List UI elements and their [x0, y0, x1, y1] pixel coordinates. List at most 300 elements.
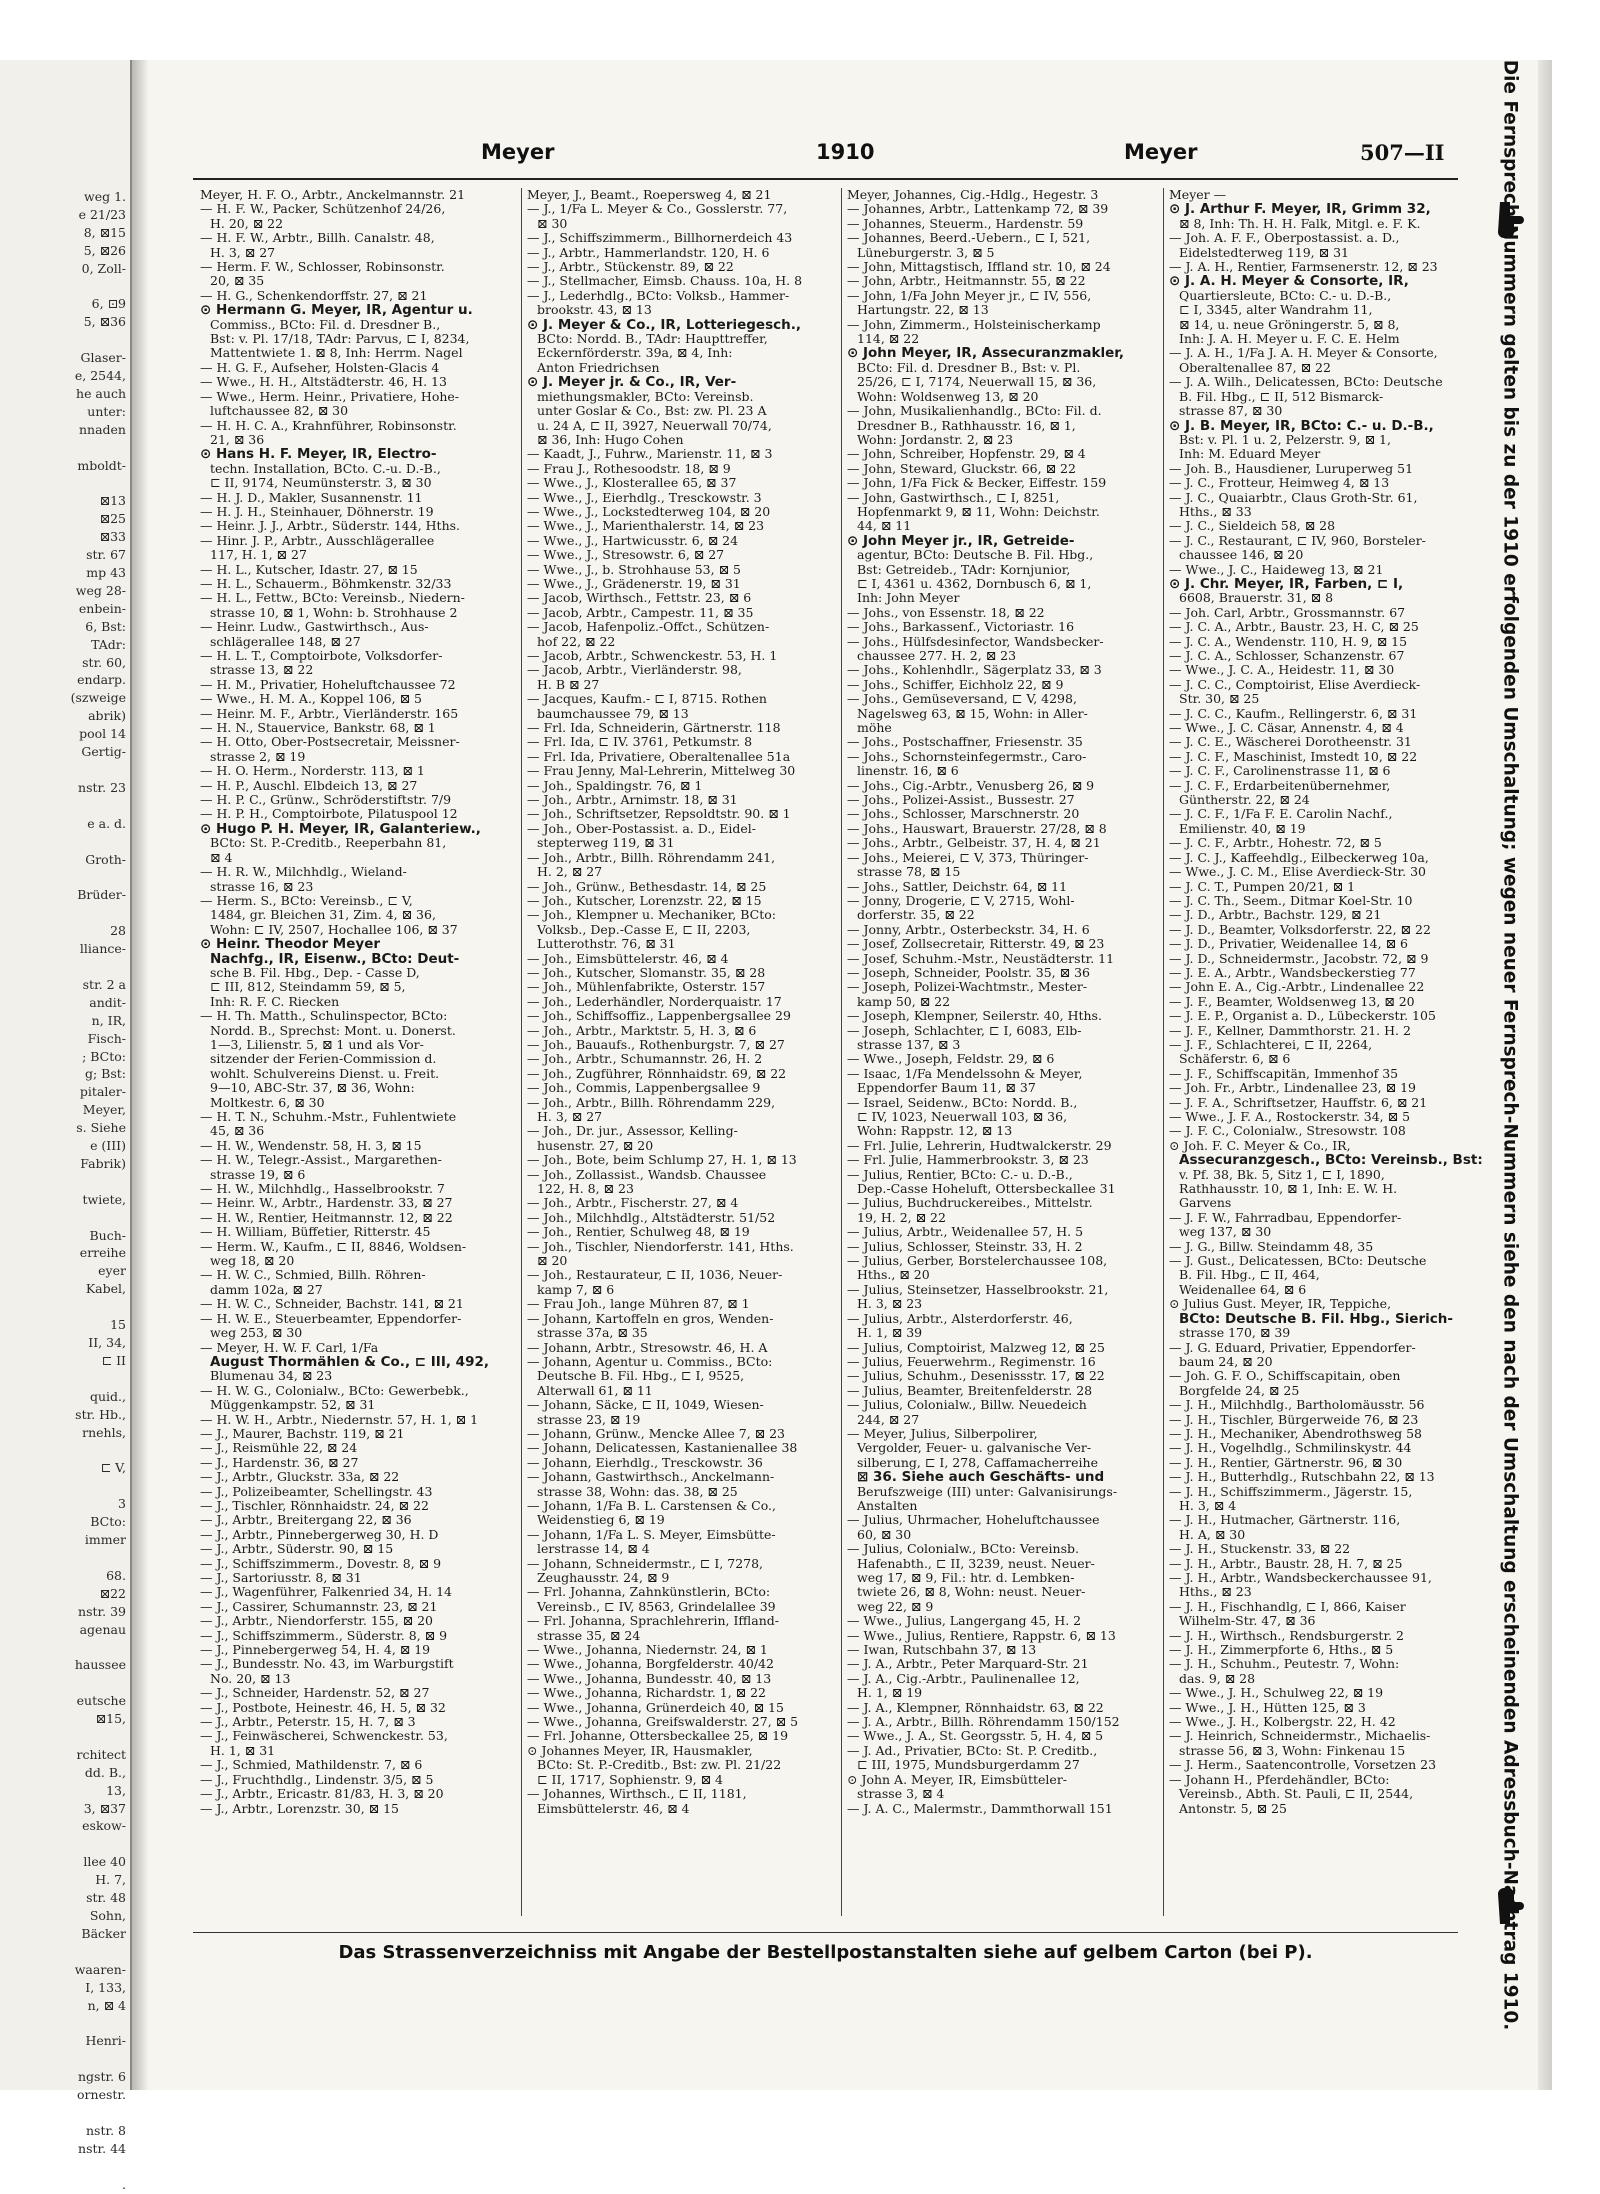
facing-page-fragment-line: Groth-	[85, 851, 126, 867]
directory-entry: — Frl. Johanna, Sprachlehrerin, Iffland-	[527, 1613, 779, 1629]
directory-entry: 6608, Brauerstr. 31, ⊠ 8	[1179, 590, 1334, 606]
directory-entry: — J. G. Eduard, Privatier, Eppendorfer-	[1169, 1339, 1416, 1355]
directory-entry: husenstr. 27, ⊠ 20	[537, 1137, 654, 1153]
directory-entry: — J., 1/Fa L. Meyer & Co., Gosslerstr. 77,	[527, 201, 788, 217]
directory-entry: — J. F. W., Fahrradbau, Eppendorfer-	[1169, 1209, 1402, 1225]
directory-entry: strasse 10, ⊠ 1, Wohn: b. Strohhause 2	[210, 604, 458, 620]
directory-entry: — Joseph, Polizei-Wachtmstr., Mester-	[847, 979, 1088, 995]
directory-entry: — J., Arbtr., Pinnebergerweg 30, H. D	[200, 1526, 439, 1542]
directory-entry: — Wwe., J. F. A., Rostockerstr. 34, ⊠ 5	[1169, 1109, 1411, 1124]
directory-entry: ⊠ 20	[537, 1253, 568, 1269]
directory-entry: Eckernförderstr. 39a, ⊠ 4, Inh:	[537, 345, 733, 361]
directory-entry: — Jacob, Arbtr., Vierländerstr. 98,	[527, 662, 742, 678]
facing-page-fragment-line: 0, Zoll-	[81, 260, 126, 276]
facing-page-fragment-line	[0, 2014, 130, 2032]
directory-entry: — H. J. D., Makler, Susannenstr. 11	[200, 489, 423, 505]
facing-page-fragment-line	[0, 797, 130, 815]
directory-entry: Wohn: Jordanstr. 2, ⊠ 23	[857, 431, 1014, 447]
directory-entry: — H. W., Telegr.-Assist., Margarethen-	[200, 1152, 442, 1168]
header-year: 1910	[816, 140, 875, 164]
directory-entry: — Johann, Grünw., Mencke Allee 7, ⊠ 23	[527, 1425, 785, 1441]
directory-entry: — Julius, Arbtr., Weidenallee 57, H. 5	[847, 1224, 1084, 1240]
directory-entry: Bst: Getreideb., TAdr: Kornjunior,	[857, 561, 1071, 577]
directory-entry: weg 22, ⊠ 9	[857, 1598, 934, 1614]
directory-entry: ⊠ 30	[537, 215, 568, 231]
directory-entry: — J., Arbtr., Peterstr. 15, H. 7, ⊠ 3	[200, 1714, 416, 1730]
facing-page-fragment-line: Bäcker	[81, 1925, 126, 1941]
directory-entry: — Julius, Arbtr., Alsterdorferstr. 46,	[847, 1310, 1073, 1326]
directory-entry: Inh: M. Eduard Meyer	[1179, 446, 1321, 462]
directory-entry: luftchaussee 82, ⊠ 30	[210, 403, 349, 419]
directory-entry: Meyer —	[1169, 187, 1227, 202]
directory-entry: — Frl. Julie, Lehrerin, Hudtwalckerstr. 29	[847, 1137, 1112, 1153]
directory-entry: — John, Musikalienhandlg., BCto: Fil. d.	[847, 403, 1102, 419]
directory-entry: — Wwe., J., Lockstedterweg 104, ⊠ 20	[527, 503, 771, 519]
directory-entry: — Joh., Eimsbüttelerstr. 46, ⊠ 4	[527, 950, 729, 966]
facing-page-fragment-line: str. 67	[86, 547, 126, 563]
directory-entry: ⊠ 36. Siehe auch Geschäfts- und	[857, 1469, 1105, 1486]
facing-page-fragment-line: 3	[118, 1496, 126, 1512]
directory-entry: H. A, ⊠ 30	[1179, 1526, 1246, 1542]
facing-page-fragment-line: Meyer,	[82, 1102, 126, 1118]
directory-entry: ⊏ III, 1975, Mundsburgerdamm 27	[857, 1757, 1080, 1773]
directory-entry: ⊙ John A. Meyer, IR, Eimsbütteler-	[847, 1771, 1068, 1787]
directory-entry: — J. C. F., Maschinist, Imstedt 10, ⊠ 22	[1169, 748, 1418, 764]
directory-entry: strasse 78, ⊠ 15	[857, 864, 961, 880]
directory-entry: — John, 1/Fa John Meyer jr., ⊏ IV, 556,	[847, 287, 1092, 303]
facing-page-fragment-line: abrik)	[88, 708, 126, 724]
directory-entry: — H. N., Stauervice, Bankstr. 68, ⊠ 1	[200, 720, 436, 736]
directory-entry: — Joh., Schriftsetzer, Repsoldtstr. 90. ⊠ 1	[527, 806, 791, 822]
directory-entry: — Wwe., Johanna, Richardstr. 1, ⊠ 22	[527, 1685, 767, 1701]
directory-entry: strasse 56, ⊠ 3, Wohn: Finkenau 15	[1179, 1742, 1406, 1758]
directory-entry: wohlt. Schulvereins Dienst. u. Freit.	[210, 1065, 440, 1081]
directory-entry: — J. Gust., Delicatessen, BCto: Deutsche	[1169, 1253, 1427, 1269]
facing-page-fragment-line	[0, 1370, 130, 1388]
directory-entry: — Joh., Kutscher, Lorenzstr. 22, ⊠ 15	[527, 892, 762, 908]
directory-entry: — Joh., Zollassist., Wandsb. Chaussee	[527, 1166, 767, 1182]
directory-entry: Meyer, H. F. O., Arbtr., Anckelmannstr. 21	[200, 187, 466, 202]
directory-entry: Rathhausstr. 10, ⊠ 1, Inh: E. W. H.	[1179, 1181, 1398, 1197]
directory-entry: ⊙ J. B. Meyer, IR, BCto: C.- u. D.-B.,	[1169, 417, 1434, 434]
directory-entry: — J., Schiffszimmerm., Süderstr. 8, ⊠ 9	[200, 1627, 448, 1643]
facing-page-fragment-line: rnehls,	[82, 1424, 126, 1440]
directory-entry: — Johs., Hülfsdesinfector, Wandsbecker-	[847, 633, 1104, 649]
directory-entry: Wilhelm-Str. 47, ⊠ 36	[1179, 1613, 1316, 1629]
directory-entry: chaussee 277. H. 2, ⊠ 23	[857, 648, 1017, 663]
directory-entry: — Wwe., J. H., Kolbergstr. 22, H. 42	[1169, 1714, 1396, 1730]
directory-entry: — Wwe., H. M. A., Koppel 106, ⊠ 5	[200, 691, 422, 707]
facing-page-fragment-line: Henri-	[85, 2033, 126, 2049]
directory-entry: H. 3, ⊠ 23	[857, 1296, 923, 1312]
directory-entry: stepterweg 119, ⊠ 31	[537, 835, 675, 851]
directory-entry: schlägerallee 148, ⊠ 27	[210, 633, 361, 649]
directory-entry: Hafenabth., ⊏ II, 3239, neust. Neuer-	[857, 1555, 1095, 1571]
directory-entry: — Julius, Feuerwehrm., Regimenstr. 16	[847, 1353, 1096, 1369]
directory-entry: — Wwe., H. H., Altstädterstr. 46, H. 13	[200, 374, 447, 390]
directory-entry: — Julius, Steinsetzer, Hasselbrookstr. 21,	[847, 1281, 1109, 1297]
directory-entry: — J., Arbtr., Gluckstr. 33a, ⊠ 22	[200, 1469, 400, 1485]
directory-entry: — Herm. S., BCto: Vereinsb., ⊏ V,	[200, 892, 413, 908]
directory-entry: — J. A. Wilh., Delicatessen, BCto: Deutsche	[1169, 374, 1443, 390]
facing-page-fragment-line: Fabrik)	[80, 1155, 126, 1171]
directory-entry: kamp 50, ⊠ 22	[857, 993, 951, 1009]
directory-entry: — Frau Joh., lange Mühren 87, ⊠ 1	[527, 1296, 750, 1312]
directory-entry: damm 102a, ⊠ 27	[210, 1281, 323, 1297]
directory-entry: — Joh., Arbtr., Billh. Röhrendamm 241,	[527, 849, 776, 865]
directory-entry: silberung, ⊏ I, 278, Caffamacherreihe	[857, 1454, 1098, 1470]
directory-entry: B. Fil. Hbg., ⊏ II, 464,	[1179, 1267, 1320, 1283]
directory-entry: — Joh., Rentier, Schulweg 48, ⊠ 19	[527, 1224, 750, 1240]
directory-entry: — H. H. C. A., Krahnführer, Robinsonstr.	[200, 417, 457, 433]
directory-entry: — Joh., Restaurateur, ⊏ II, 1036, Neuer-	[527, 1267, 783, 1283]
directory-entry: 19, H. 2, ⊠ 22	[857, 1209, 946, 1225]
directory-entry: — H. W., Milchhdlg., Hasselbrookstr. 7	[200, 1181, 445, 1197]
directory-entry: — Joh., Spaldingstr. 76, ⊠ 1	[527, 777, 703, 793]
directory-entry: Schäferstr. 6, ⊠ 6	[1179, 1051, 1291, 1067]
directory-entry: — J. H., Schiffszimmerm., Jägerstr. 15,	[1169, 1483, 1413, 1499]
facing-page-fragment-line: e a. d.	[87, 815, 126, 831]
directory-entry: Commiss., BCto: Fil. d. Dresdner B.,	[210, 316, 441, 332]
directory-entry: das. 9, ⊠ 28	[1179, 1670, 1256, 1686]
directory-entry: H. 3, ⊠ 4	[1179, 1497, 1237, 1513]
side-banner-text: Die Fernsprech-Nummern gelten bis zu der 1910 erfolgenden Umschaltung; wegen neuer Fernsprech-Nummern siehe den nach der Umschaltung erscheinenden Adressbuch-Nachtrag 1910.	[1499, 59, 1521, 2031]
directory-entry: — Wwe., Joseph, Feldstr. 29, ⊠ 6	[847, 1051, 1055, 1067]
directory-entry: — Heinr. M. F., Arbtr., Vierländerstr. 165	[200, 705, 459, 721]
directory-entry: — Johs., Kohlenhdlr., Sägerplatz 33, ⊠ 3	[847, 662, 1102, 678]
directory-entry: Dresdner B., Rathhausstr. 16, ⊠ 1,	[857, 417, 1076, 433]
facing-page-fragment-line: unter:	[87, 403, 126, 419]
directory-entry: — Joh. G. F. O., Schiffscapitain, oben	[1169, 1368, 1401, 1384]
directory-entry: — John, Arbtr., Heitmannstr. 55, ⊠ 22	[847, 273, 1086, 289]
facing-page-fragment-line: 6, Bst:	[85, 618, 126, 634]
facing-page-fragment-line: s. Siehe	[76, 1120, 126, 1136]
directory-entry: H. 20, ⊠ 22	[210, 215, 284, 231]
directory-entry: — J., Arbtr., Niendorferstr. 155, ⊠ 20	[200, 1613, 434, 1629]
facing-page-fragment-line: pitaler-	[79, 1084, 126, 1100]
facing-page-fragment-line: e 21/23	[78, 206, 126, 222]
directory-entry: — Wwe., Johanna, Grünerdeich 40, ⊠ 15	[527, 1699, 784, 1715]
directory-entry: — Joh. B., Hausdiener, Luruperweg 51	[1169, 460, 1414, 476]
directory-entry: Anstalten	[857, 1497, 918, 1513]
directory-entry: Emilienstr. 40, ⊠ 19	[1179, 820, 1306, 836]
directory-entry: — Frl. Ida, Schneiderin, Gärtnerstr. 118	[527, 720, 781, 736]
directory-entry: — J. C. F., 1/Fa F. E. Carolin Nachf.,	[1169, 806, 1393, 822]
directory-entry: BCto: Fil. d. Dresdner B., Bst: v. Pl.	[857, 359, 1081, 375]
directory-entry: weg 17, ⊠ 9, Fil.: htr. d. Lembken-	[857, 1570, 1075, 1585]
directory-entry: — Joh., Bote, beim Schlump 27, H. 1, ⊠ 13	[527, 1152, 797, 1168]
directory-entry: ⊏ II, 9174, Neumünsterstr. 3, ⊠ 30	[210, 475, 432, 491]
directory-entry: — J., Reismühle 22, ⊠ 24	[200, 1440, 358, 1456]
directory-entry: — Johann, Schneidermstr., ⊏ I, 7278,	[527, 1555, 764, 1571]
directory-entry: ⊠ 36, Inh: Hugo Cohen	[537, 431, 684, 447]
facing-page-fragment-line: .	[122, 2176, 126, 2192]
directory-entry: — Iwan, Rutschbahn 37, ⊠ 13	[847, 1642, 1037, 1658]
directory-entry: — Jacob, Hafenpoliz.-Offct., Schützen-	[527, 619, 770, 635]
directory-entry: — J. C. J., Kaffeehdlg., Eilbeckerweg 10a,	[1169, 849, 1429, 865]
facing-page-fragment-line	[0, 2050, 130, 2068]
directory-entry: lerstrasse 14, ⊠ 4	[537, 1541, 650, 1557]
directory-entry: — Frl. Johanna, Zahnkünstlerin, BCto:	[527, 1584, 771, 1600]
directory-entry: — J. H., Rentier, Gärtnerstr. 96, ⊠ 30	[1169, 1454, 1403, 1470]
facing-page-fragment-line: e, 2544,	[74, 368, 126, 384]
directory-entry: H. 1, ⊠ 31	[210, 1742, 276, 1758]
facing-page-fragment-line: eutsche	[76, 1693, 126, 1709]
directory-entry: — J. F., Beamter, Woldsenweg 13, ⊠ 20	[1169, 993, 1415, 1009]
facing-page-fragment-line: 3, ⊠37	[83, 1800, 126, 1816]
directory-entry: 44, ⊠ 11	[857, 518, 912, 534]
facing-page-fragment-line: n, ⊠ 4	[87, 1997, 126, 2013]
directory-entry: — J., Polizeibeamter, Schellingstr. 43	[200, 1483, 433, 1499]
directory-entry: — Isaac, 1/Fa Mendelssohn & Meyer,	[847, 1065, 1083, 1081]
facing-page-fragment-line: eskow-	[82, 1818, 126, 1834]
directory-entry: — Josef, Schuhm.-Mstr., Neustädterstr. 11	[847, 950, 1115, 966]
directory-entry: strasse 3, ⊠ 4	[857, 1786, 945, 1802]
directory-entry: Wohn: Rappstr. 12, ⊠ 13	[857, 1123, 1013, 1139]
facing-page-fragment-line: 5, ⊠26	[83, 242, 126, 258]
directory-entry: möhe	[857, 720, 892, 736]
directory-entry: — J. D., Privatier, Weidenallee 14, ⊠ 6	[1169, 936, 1408, 952]
directory-entry: — H. F. W., Packer, Schützenhof 24/26,	[200, 201, 446, 217]
directory-entry: — J. C. T., Pumpen 20/21, ⊠ 1	[1169, 878, 1356, 894]
directory-entry: — Joseph, Klempner, Seilerstr. 40, Hths.	[847, 1008, 1102, 1024]
directory-entry: — Julius, Uhrmacher, Hoheluftchaussee	[847, 1512, 1100, 1528]
directory-entry: — Julius, Colonialw., Billw. Neuedeich	[847, 1397, 1087, 1413]
directory-entry: strasse 2, ⊠ 19	[210, 748, 306, 764]
directory-entry: Garvens	[1179, 1195, 1232, 1211]
directory-entry: — J., Fruchthdlg., Lindenstr. 3/5, ⊠ 5	[200, 1771, 434, 1787]
facing-page-fragment-line: str. 48	[86, 1890, 126, 1906]
facing-page-fragment-line: eyer	[98, 1263, 126, 1279]
facing-page-fragment-line: ⊠25	[99, 511, 126, 527]
directory-entry: — Jacob, Arbtr., Campestr. 11, ⊠ 35	[527, 604, 754, 620]
directory-entry: Berufszweige (III) unter: Galvanisirungs-	[857, 1483, 1118, 1499]
directory-entry: 45, ⊠ 36	[210, 1123, 265, 1139]
directory-entry: v. Pf. 38, Bk. 5, Sitz 1, ⊏ I, 1890,	[1179, 1166, 1385, 1182]
facing-page-fragment-line: ⊠22	[99, 1585, 126, 1601]
facing-page-fragment-line: he auch	[76, 385, 126, 401]
directory-entry: 25/26, ⊏ I, 7174, Neuerwall 15, ⊠ 36,	[857, 374, 1097, 390]
directory-entry: — Julius, Colonialw., BCto: Vereinsb.	[847, 1541, 1079, 1557]
directory-entry: — J. C., Sieldeich 58, ⊠ 28	[1169, 518, 1336, 534]
directory-entry: — J. F., Kellner, Dammthorstr. 21. H. 2	[1169, 1022, 1411, 1038]
directory-entry: — J. A. H., Rentier, Farmsenerstr. 12, ⊠ 23	[1169, 259, 1438, 275]
directory-entry: ⊙ J. Chr. Meyer, IR, Farben, ⊏ I,	[1169, 575, 1404, 592]
directory-entry: — Julius, Rentier, BCto: C.- u. D.-B.,	[847, 1166, 1073, 1182]
facing-page-fragment-line: nstr. 23	[78, 779, 126, 795]
directory-entry: — H. L., Schauerm., Böhmkenstr. 32/33	[200, 575, 452, 591]
directory-entry: — J. A., Arbtr., Peter Marquard-Str. 21	[847, 1656, 1089, 1672]
facing-page-text	[0, 60, 130, 2194]
directory-entry: — Joh., Lederhändler, Norderquaistr. 17	[527, 993, 782, 1009]
facing-page-fragment-line: Buch-	[89, 1227, 126, 1243]
directory-entry: — Joh., Arbtr., Fischerstr. 27, ⊠ 4	[527, 1195, 739, 1211]
directory-entry: Alterwall 61, ⊠ 11	[537, 1382, 653, 1398]
directory-entry: — Jonny, Drogerie, ⊏ V, 2715, Wohl-	[847, 892, 1075, 908]
directory-entry: — Wwe., Herm. Heinr., Privatiere, Hohe-	[200, 388, 460, 404]
directory-entry: — Wwe., J. H., Schulweg 22, ⊠ 19	[1169, 1685, 1384, 1701]
directory-entry: — Wwe., Julius, Rentiere, Rappstr. 6, ⊠ 13	[847, 1627, 1116, 1643]
directory-entry: — Heinr. W., Arbtr., Hardenstr. 33, ⊠ 27	[200, 1195, 453, 1211]
directory-entry: unter Goslar & Co., Bst: zw. Pl. 23 A	[537, 403, 767, 419]
page-edge	[1538, 60, 1552, 2090]
directory-entry: — Meyer, Julius, Silberpolirer,	[847, 1425, 1038, 1441]
directory-entry: H. 2, ⊠ 27	[537, 864, 603, 880]
directory-entry: — Joh., Schiffsoffiz., Lappenbergsallee 29	[527, 1008, 791, 1024]
directory-entry: — J. D., Schneidermstr., Jacobstr. 72, ⊠ 9	[1169, 950, 1429, 966]
directory-entry: Weidenstieg 6, ⊠ 19	[537, 1512, 665, 1528]
directory-entry: — Johs., von Essenstr. 18, ⊠ 22	[847, 604, 1045, 620]
directory-entry: — J. H., Vogelhdlg., Schmilinskystr. 44	[1169, 1440, 1412, 1456]
directory-entry: — J. A., Arbtr., Billh. Röhrendamm 150/152	[847, 1714, 1120, 1730]
directory-entry: kamp 7, ⊠ 6	[537, 1281, 615, 1297]
directory-entry: — H. W., Wendenstr. 58, H. 3, ⊠ 15	[200, 1137, 422, 1153]
facing-page-fragment-line: rchitect	[76, 1746, 126, 1762]
directory-entry: — Johs., Hauswart, Brauerstr. 27/28, ⊠ 8	[847, 820, 1107, 836]
directory-entry: — J. E. P., Organist a. D., Lübeckerstr. 105	[1169, 1008, 1436, 1024]
directory-entry: — Julius, Buchdruckereibes., Mittelstr.	[847, 1195, 1093, 1211]
directory-entry: twiete 26, ⊠ 8, Wohn: neust. Neuer-	[857, 1584, 1086, 1600]
directory-entry: — Johs., Gemüseversand, ⊏ V, 4298,	[847, 691, 1077, 707]
facing-page-fragment-line	[0, 1477, 130, 1495]
directory-entry: Meyer, Johannes, Cig.-Hdlg., Hegestr. 3	[847, 187, 1099, 202]
facing-page-fragment-line: TAdr:	[91, 636, 126, 652]
column-divider	[841, 188, 842, 1916]
directory-entry: ⊙ Joh. F. C. Meyer & Co., IR,	[1169, 1137, 1351, 1153]
facing-page-fragment-line: n, IR,	[91, 1012, 126, 1028]
directory-entry: — Wwe., Julius, Langergang 45, H. 2	[847, 1613, 1082, 1629]
directory-entry: ⊙ J. Meyer & Co., IR, Lotteriegesch.,	[527, 316, 801, 333]
facing-page-fragment-line: nstr. 39	[78, 1603, 126, 1619]
directory-entry: — J. H., Schuhm., Peutestr. 7, Wohn:	[1169, 1656, 1400, 1672]
directory-entry: baum 24, ⊠ 20	[1179, 1353, 1273, 1369]
facing-page-fragment-line: mp 43	[86, 565, 126, 581]
directory-entry: Assecuranzgesch., BCto: Vereinsb., Bst:	[1179, 1152, 1483, 1169]
directory-entry: — J. C. A., Schlosser, Schanzenstr. 67	[1169, 648, 1405, 663]
facing-page-fragment-line: BCto:	[90, 1514, 126, 1530]
facing-page-fragment-line: H. 7,	[95, 1872, 126, 1888]
directory-entry: — Jonny, Arbtr., Osterbeckstr. 34, H. 6	[847, 921, 1090, 937]
directory-entry: 122, H. 8, ⊠ 23	[537, 1181, 634, 1197]
column-divider	[521, 188, 522, 1916]
directory-entry: Vereinsb., Abth. St. Pauli, ⊏ II, 2544,	[1179, 1786, 1414, 1802]
facing-page-fragment-line: ; BCto:	[82, 1048, 126, 1064]
facing-page-fragment-line: Brüder-	[77, 887, 126, 903]
facing-page-fragment-line	[0, 958, 130, 976]
directory-entry: ⊙ J. Arthur F. Meyer, IR, Grimm 32,	[1169, 201, 1431, 218]
directory-entry: — Wwe., J., Stresowstr. 6, ⊠ 27	[527, 547, 725, 563]
directory-entry: — H. O. Herm., Norderstr. 113, ⊠ 1	[200, 763, 425, 779]
directory-entry: — Johs., Cig.-Arbtr., Venusberg 26, ⊠ 9	[847, 777, 1095, 793]
directory-entry: — Wwe., J., Marienthalerstr. 14, ⊠ 23	[527, 518, 765, 534]
facing-page-fragment-line: ⊏ V,	[100, 1460, 126, 1476]
directory-entry: — Johann, 1/Fa L. S. Meyer, Eimsbütte-	[527, 1526, 776, 1542]
directory-entry: — Johannes, Beerd.-Uebern., ⊏ I, 521,	[847, 230, 1091, 246]
directory-entry: — Johannes, Wirthsch., ⊏ II, 1181,	[527, 1786, 747, 1802]
directory-entry: — J. C. A., Wendenstr. 110, H. 9, ⊠ 15	[1169, 633, 1408, 649]
directory-entry: — Wwe., Johanna, Bundesstr. 40, ⊠ 13	[527, 1670, 772, 1686]
directory-entry: — J., Schiffszimmerm., Billhornerdeich 43	[527, 230, 793, 246]
facing-page-fragment-line: 15	[110, 1317, 126, 1333]
directory-entry: strasse 38, Wohn: das. 38, ⊠ 25	[537, 1483, 738, 1499]
facing-page-fragment-line: Sohn,	[89, 1908, 126, 1923]
directory-entry: strasse 137, ⊠ 3	[857, 1036, 961, 1052]
directory-entry: Vereinsb., ⊏ IV, 8563, Grindelallee 39	[537, 1598, 776, 1614]
facing-page-fragment-line: Gertig-	[81, 744, 126, 760]
facing-page-fragment-line: lliance-	[79, 941, 126, 957]
directory-entry: — John, Gastwirthsch., ⊏ I, 8251,	[847, 489, 1060, 505]
directory-entry: — H. William, Büffetier, Ritterstr. 45	[200, 1224, 431, 1240]
directory-entry: — J., Sartoriusstr. 8, ⊠ 31	[200, 1570, 362, 1585]
directory-entry: — Joh., Dr. jur., Assessor, Kelling-	[527, 1123, 738, 1139]
directory-entry: — John, Steward, Gluckstr. 66, ⊠ 22	[847, 460, 1076, 476]
directory-entry: — H. P. H., Comptoirbote, Pilatuspool 12	[200, 806, 458, 822]
directory-entry: — H. F. W., Arbtr., Billh. Canalstr. 48,	[200, 230, 435, 246]
directory-entry: ⊙ J. Meyer jr. & Co., IR, Ver-	[527, 374, 737, 391]
facing-page-fragment-line: Fisch-	[87, 1030, 126, 1046]
directory-entry: BCto: St. P.-Creditb., Bst: zw. Pl. 21/22	[537, 1757, 782, 1773]
facing-page-fragment-line: erreihe	[79, 1245, 126, 1261]
directory-entry: H. 1, ⊠ 19	[857, 1685, 923, 1701]
directory-entry: — J. D., Arbtr., Bachstr. 129, ⊠ 21	[1169, 907, 1382, 923]
directory-entry: — J., Tischler, Rönnhaidstr. 24, ⊠ 22	[200, 1497, 429, 1513]
facing-page-fragment-line	[0, 833, 130, 851]
directory-entry: — J. Herm., Saatencontrolle, Vorsetzen 23	[1169, 1757, 1437, 1773]
directory-entry: — Wwe., J. C. M., Elise Averdieck-Str. 30	[1169, 864, 1426, 880]
directory-entry: — Joh. A. F. F., Oberpostassist. a. D.,	[1169, 230, 1400, 246]
directory-entry: — J. H., Butterhdlg., Rutschbahn 22, ⊠ 13	[1169, 1469, 1435, 1485]
directory-entry: — J. Ad., Privatier, BCto: St. P. Creditb.,	[847, 1742, 1098, 1758]
directory-entry: Mattentwiete 1. ⊠ 8, Inh: Herrm. Nagel	[210, 345, 463, 361]
directory-entry: — J. F. C., Colonialw., Stresowstr. 108	[1169, 1123, 1406, 1139]
directory-entry: — J. C. C., Kaufm., Rellingerstr. 6, ⊠ 31	[1169, 705, 1418, 721]
directory-entry: techn. Installation, BCto. C.-u. D.-B.,	[210, 460, 441, 476]
directory-entry: — Wwe., J. C. A., Heidestr. 11, ⊠ 30	[1169, 662, 1395, 678]
directory-column-1	[200, 188, 516, 1868]
directory-entry: dorferstr. 35, ⊠ 22	[857, 907, 975, 923]
footer-note: Das Strassenverzeichniss mit Angabe der Bestellpostanstalten siehe auf gelbem Carton (bei P).	[338, 1942, 1313, 1963]
directory-entry: — Joh., Tischler, Niendorferstr. 141, Hths.	[527, 1238, 794, 1254]
directory-entry: — Joh., Ober-Postassist. a. D., Eidel-	[527, 820, 756, 836]
directory-entry: Lutterothstr. 76, ⊠ 31	[537, 936, 676, 952]
directory-entry: — Hinr. J. P., Arbtr., Ausschlägerallee	[200, 532, 435, 548]
directory-entry: — Frl. Johanne, Ottersbeckallee 25, ⊠ 19	[527, 1728, 789, 1744]
directory-entry: — Jacques, Kaufm.- ⊏ I, 8715. Rothen	[527, 691, 767, 707]
directory-entry: hof 22, ⊠ 22	[537, 633, 616, 649]
directory-entry: — H. P., Auschl. Elbdeich 13, ⊠ 27	[200, 777, 418, 793]
directory-entry: — Wwe., J., Grädenerstr. 19, ⊠ 31	[527, 575, 741, 591]
directory-entry: — Frau Jenny, Mal-Lehrerin, Mittelweg 30	[527, 763, 796, 779]
directory-entry: ⊙ Julius Gust. Meyer, IR, Teppiche,	[1169, 1296, 1392, 1312]
directory-entry: strasse 23, ⊠ 19	[537, 1411, 641, 1427]
directory-entry: Hartungstr. 22, ⊠ 13	[857, 302, 989, 318]
directory-entry: Inh: J. A. H. Meyer u. F. C. E. Helm	[1179, 331, 1400, 347]
directory-entry: — Wwe., J., Hartwicusstr. 6, ⊠ 24	[527, 532, 739, 548]
directory-entry: — J. H., Fischhandlg, ⊏ I, 866, Kaiser	[1169, 1598, 1406, 1614]
directory-entry: — H. R. W., Milchhdlg., Wieland-	[200, 864, 407, 880]
directory-entry: — Joh. Carl, Arbtr., Grossmannstr. 67	[1169, 604, 1406, 620]
directory-entry: — Joh., Arbtr., Schumannstr. 26, H. 2	[527, 1051, 763, 1067]
directory-entry: — Johann, Gastwirthsch., Anckelmann-	[527, 1469, 775, 1485]
facing-page-fragment-line: (szweige	[70, 690, 126, 706]
directory-entry: ⊏ I, 4361 u. 4362, Dornbusch 6, ⊠ 1,	[857, 575, 1092, 591]
directory-entry: 1—3, Lilienstr. 5, ⊠ 1 und als Vor-	[210, 1036, 424, 1052]
directory-entry: — Wwe., Johanna, Niedernstr. 24, ⊠ 1	[527, 1642, 768, 1658]
directory-entry: ⊙ John Meyer, IR, Assecuranzmakler,	[847, 345, 1125, 362]
directory-entry: Vergolder, Feuer- u. galvanische Ver-	[857, 1440, 1092, 1456]
facing-page-fragment-line	[0, 1298, 130, 1316]
directory-entry: — Julius, Schlosser, Steinstr. 33, H. 2	[847, 1238, 1083, 1254]
